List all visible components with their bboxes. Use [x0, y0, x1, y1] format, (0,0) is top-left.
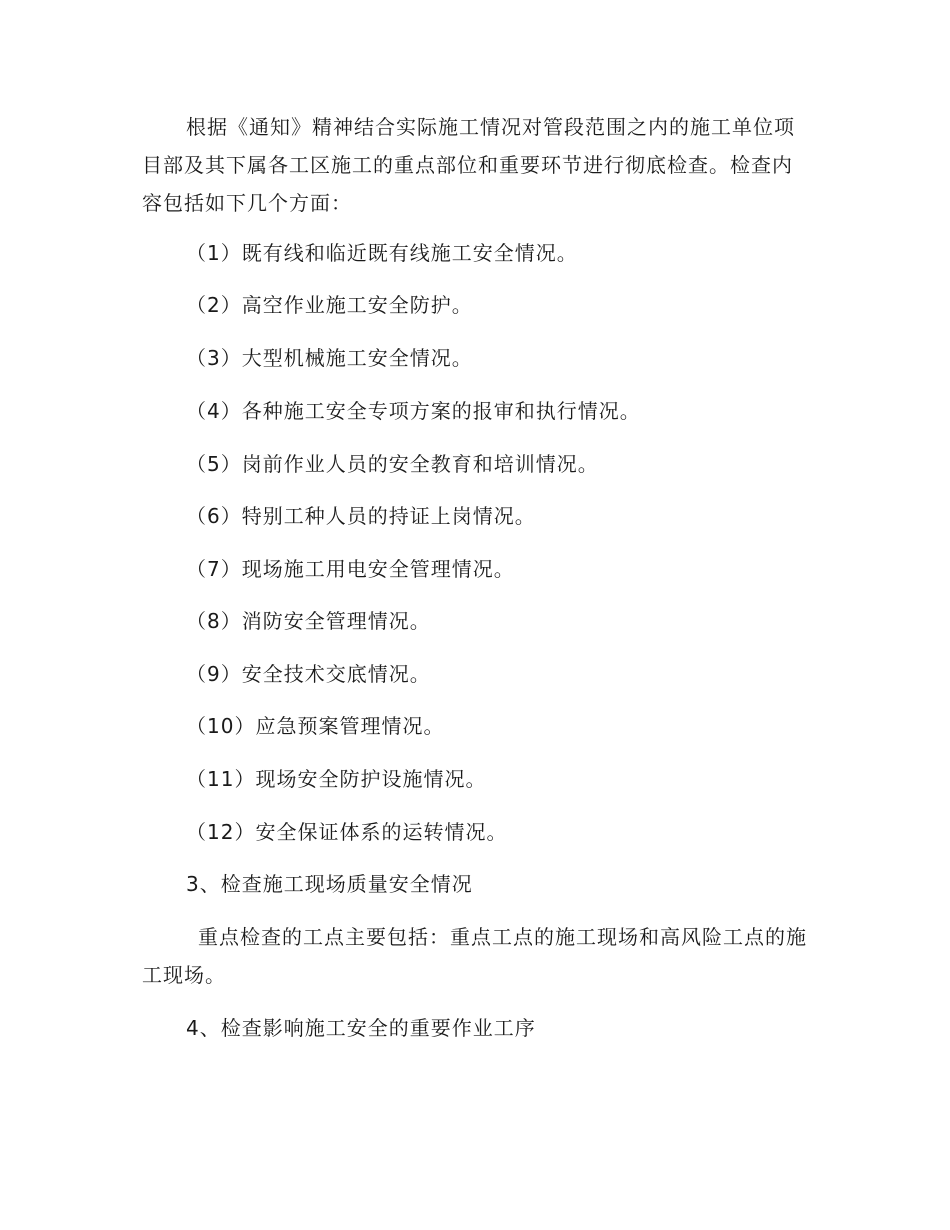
section-3-heading: 3、检查施工现场质量安全情况 [186, 872, 473, 896]
list-item: （4）各种施工安全专项方案的报审和执行情况。 [186, 399, 641, 423]
list-item: （9）安全技术交底情况。 [186, 662, 431, 686]
list-item: （12）安全保证体系的运转情况。 [186, 820, 508, 844]
list-item: （10）应急预案管理情况。 [186, 714, 445, 738]
list-item: （5）岗前作业人员的安全教育和培训情况。 [186, 452, 599, 476]
list-item: （6）特别工种人员的持证上岗情况。 [186, 504, 536, 528]
intro-paragraph: 根据《通知》精神结合实际施工情况对管段范围之内的施工单位项目部及其下属各工区施工的重点部位和重要环节进行彻底检查。检查内容包括如下几个方面： [142, 115, 795, 215]
list-item: （8）消防安全管理情况。 [186, 609, 431, 633]
list-item: （3）大型机械施工安全情况。 [186, 346, 473, 370]
section-3-paragraph: 重点检查的工点主要包括：重点工点的施工现场和高风险工点的施工现场。 [142, 925, 807, 987]
list-item: （11）现场安全防护设施情况。 [186, 767, 487, 791]
list-item: （2）高空作业施工安全防护。 [186, 293, 473, 317]
list-item: （1）既有线和临近既有线施工安全情况。 [186, 241, 578, 265]
list-item: （7）现场施工用电安全管理情况。 [186, 557, 515, 581]
section-4-heading: 4、检查影响施工安全的重要作业工序 [186, 1016, 536, 1040]
